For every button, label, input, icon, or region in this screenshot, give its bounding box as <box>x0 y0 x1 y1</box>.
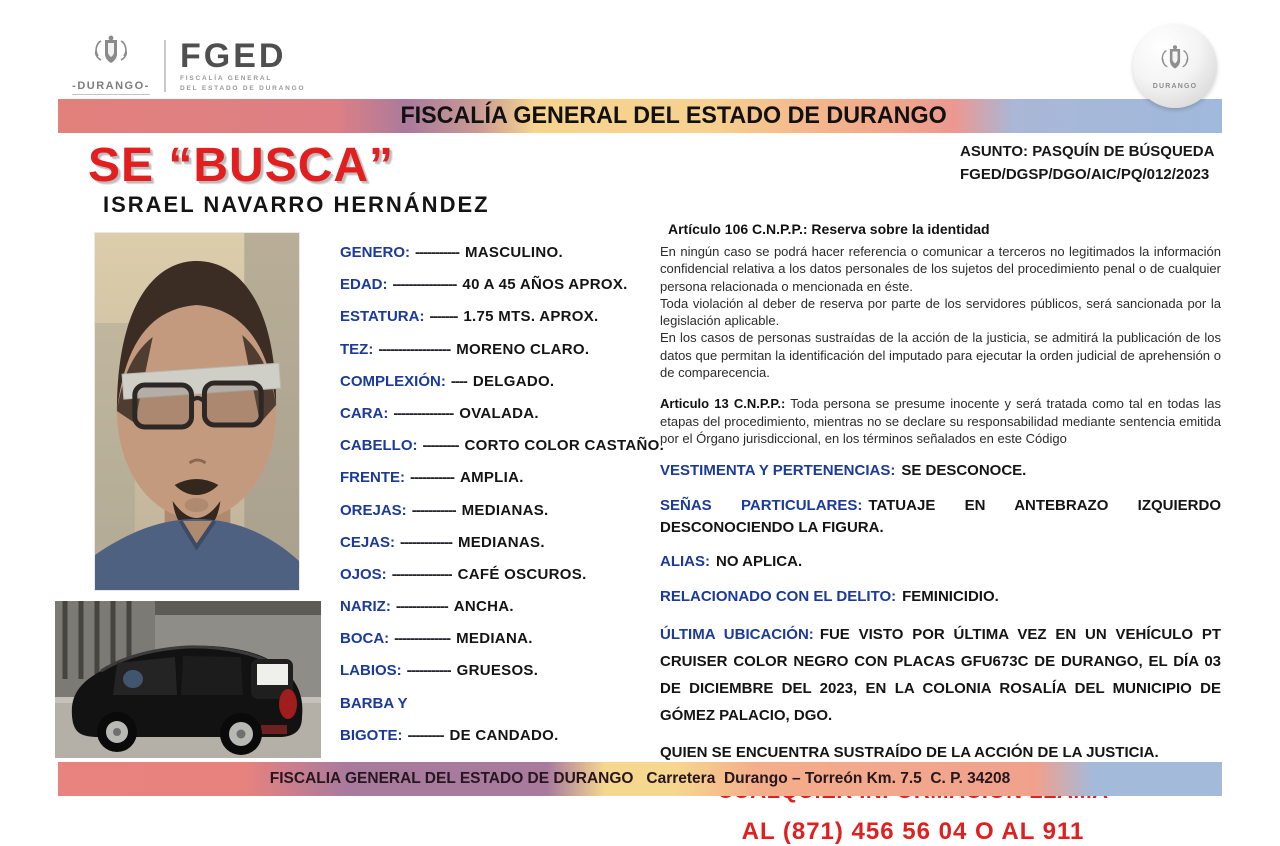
wanted-title: SE “BUSCA” <box>88 139 395 192</box>
detail-value: FUE VISTO POR ÚLTIMA VEZ EN UN VEHÍCULO PT CRUISER COLOR NEGRO CON PLACAS GFU673C DE DURANGO, EL DÍA 03 DE DICIEMBRE DEL 2023, EN LA COLONIA ROSALÍA DEL MUNICIPIO DE GÓMEZ PALACIO, DGO. <box>660 625 1221 724</box>
feature-dashes: ------------------ <box>378 340 451 358</box>
feature-row-tez <box>340 341 662 358</box>
fged-logo-subtitle-1: FISCALÍA GENERAL <box>180 75 273 82</box>
durango-logo-rule <box>72 94 150 97</box>
articulo-106-paragraph-3: En los casos de personas sustraídas de la acción de la justicia, se admitirá la publicación de los datos que permitan la identificación del imputado para ejecutar la orden judicial de aprehensión o de comparecencia. <box>660 330 1221 380</box>
header-band-title: FISCALÍA GENERAL DEL ESTADO DE DURANGO <box>400 102 948 129</box>
detail-vestimenta <box>660 460 1221 482</box>
feature-dashes: --------------- <box>391 565 452 583</box>
detail-label: ALIAS: <box>660 553 710 571</box>
detail-value: FEMINICIDIO. <box>902 588 999 606</box>
feature-label: OREJAS: <box>340 501 407 519</box>
fged-logo-text: FGED <box>180 37 287 75</box>
articulo-13-block <box>660 395 1221 447</box>
feature-value: MEDIANAS. <box>457 533 545 551</box>
badge-label: DURANGO <box>1152 82 1198 90</box>
articulo-106-paragraph-1: En ningún caso se podrá hacer referencia o comunicar a terceros no legitimados la información confidencial relativa a los datos personales de los sujetos del procedimiento penal o de cualquier persona relacionada o mencionada en éste. <box>660 244 1221 294</box>
feature-dashes: ----------- <box>415 244 459 261</box>
articulo-13-text: Toda persona se presume inocente y será tratada como tal en todas las etapas del procedimiento, mientras no se declare su responsabilidad mediante sentencia emitida por el Órgano jurisdiccional, en los términos señalados en este Código <box>660 396 1221 446</box>
feature-dashes: ----------- <box>406 662 451 680</box>
articulo-106-block <box>660 221 1221 381</box>
wanted-person-name: ISRAEL NAVARRO HERNÁNDEZ <box>103 192 490 217</box>
feature-dashes: --------- <box>422 437 459 455</box>
detail-ubicacion <box>660 621 1221 729</box>
feature-label: EDAD: <box>340 276 388 294</box>
durango-logo-label: -DURANGO- <box>72 80 150 92</box>
brand-divider <box>164 40 166 92</box>
vehicle-photo <box>55 601 321 758</box>
feature-value: CORTO COLOR CASTAÑO. <box>464 437 665 455</box>
asunto-line-2: FGED/DGSP/DGO/AIC/PQ/012/2023 <box>960 165 1210 183</box>
phone-numbers-line: AL (871) 456 56 04 O AL 911 <box>741 817 1085 845</box>
feature-label: GENERO: <box>340 244 411 261</box>
header-band <box>58 99 1222 133</box>
feature-row-genero <box>340 244 662 261</box>
detail-label: VESTIMENTA Y PERTENENCIAS: <box>660 462 896 480</box>
feature-value: GRUESOS. <box>456 662 539 680</box>
durango-logo <box>72 34 150 97</box>
feature-row-nariz <box>340 598 662 615</box>
feature-dashes: ------- <box>429 308 458 326</box>
feature-row-barba <box>340 695 662 712</box>
feature-value: CAFÉ OSCUROS. <box>457 565 587 583</box>
feature-row-estatura <box>340 308 662 325</box>
detail-value: TATUAJE EN ANTEBRAZO IZQUIERDO DESCONOCIENDO LA FIGURA. <box>660 496 1221 536</box>
feature-dashes: -------------- <box>394 630 451 648</box>
detail-label: SEÑAS PARTICULARES: <box>660 496 863 514</box>
feature-row-bigote <box>340 727 662 744</box>
feature-row-cara <box>340 405 662 422</box>
feature-row-ojos <box>340 566 662 583</box>
asunto-line-1: ASUNTO: PASQUÍN DE BÚSQUEDA <box>960 143 1215 160</box>
feature-dashes: --------- <box>407 726 444 744</box>
feature-value: ANCHA. <box>453 598 514 616</box>
feature-row-frente <box>340 469 662 486</box>
feature-dashes: ----------- <box>410 469 454 487</box>
footer-band <box>58 762 1222 796</box>
feature-value: AMPLIA. <box>459 469 524 487</box>
fged-logo-subtitle-2: DEL ESTADO DE DURANGO <box>180 84 306 92</box>
feature-label: FRENTE: <box>340 469 405 487</box>
feature-dashes: ------------- <box>395 598 448 616</box>
durango-crest-icon <box>91 34 131 79</box>
asunto-block <box>960 141 1214 186</box>
feature-value: 1.75 MTS. APROX. <box>463 308 599 326</box>
feature-dashes: ------------- <box>400 533 452 551</box>
feature-row-edad <box>340 276 662 293</box>
feature-dashes: ---- <box>450 372 467 390</box>
feature-row-boca <box>340 630 662 647</box>
detail-label: RELACIONADO CON EL DELITO: <box>660 588 897 606</box>
feature-label: NARIZ: <box>340 598 391 616</box>
fugitive-statement: QUIEN SE ENCUENTRA SUSTRAÍDO DE LA ACCIÓN DE LA JUSTICIA. <box>660 743 1159 761</box>
feature-label: LABIOS: <box>340 662 402 680</box>
feature-label: OJOS: <box>340 565 387 583</box>
features-list <box>340 244 665 744</box>
durango-seal-badge <box>1133 24 1217 108</box>
footer-address: FISCALIA GENERAL DEL ESTADO DE DURANGO Carretera Durango – Torreón Km. 7.5 C. P. 34208 <box>269 770 1011 787</box>
feature-dashes: ----------- <box>411 501 456 519</box>
feature-label: CEJAS: <box>340 533 396 551</box>
durango-seal-icon <box>1158 43 1192 82</box>
feature-label: BARBA Y <box>340 694 408 712</box>
feature-dashes: --------------- <box>393 404 454 422</box>
feature-value: MEDIANA. <box>456 630 533 648</box>
feature-value: MASCULINO. <box>464 244 563 261</box>
feature-label: BOCA: <box>340 630 390 648</box>
detail-value: SE DESCONOCE. <box>901 462 1027 480</box>
feature-label: CABELLO: <box>340 437 418 455</box>
fged-logo <box>180 39 305 92</box>
feature-label: CARA: <box>340 404 389 422</box>
feature-row-cejas <box>340 534 662 551</box>
articulo-106-heading: Artículo 106 C.N.P.P.: Reserva sobre la identidad <box>668 221 990 237</box>
feature-label: COMPLEXIÓN: <box>340 372 446 390</box>
detail-delito <box>660 586 1221 608</box>
detail-label: ÚLTIMA UBICACIÓN: <box>660 625 814 643</box>
detail-value: NO APLICA. <box>716 553 803 571</box>
feature-row-orejas <box>340 502 662 519</box>
portrait-photo <box>94 232 300 591</box>
feature-dashes: ---------------- <box>392 276 457 294</box>
feature-value: OVALADA. <box>459 404 539 422</box>
feature-row-cabello <box>340 437 665 455</box>
feature-value: MORENO CLARO. <box>456 340 590 358</box>
brand-block <box>72 34 305 97</box>
feature-label: TEZ: <box>340 340 374 358</box>
feature-value: MEDIANAS. <box>461 501 549 519</box>
feature-value: DELGADO. <box>472 372 555 390</box>
feature-label: BIGOTE: <box>340 726 403 744</box>
feature-row-labios <box>340 662 662 679</box>
legal-and-details-column <box>660 221 1221 846</box>
detail-alias <box>660 551 1221 573</box>
articulo-13-label: Articulo 13 C.N.P.P.: <box>660 396 786 412</box>
feature-value: DE CANDADO. <box>449 726 559 744</box>
feature-row-complexion <box>340 373 662 390</box>
feature-label: ESTATURA: <box>340 308 425 326</box>
detail-senas <box>660 495 1221 539</box>
articulo-106-paragraph-2: Toda violación al deber de reserva por parte de los servidores públicos, será sancionada por la legislación aplicable. <box>660 295 1221 329</box>
feature-value: 40 A 45 AÑOS APROX. <box>462 276 628 294</box>
